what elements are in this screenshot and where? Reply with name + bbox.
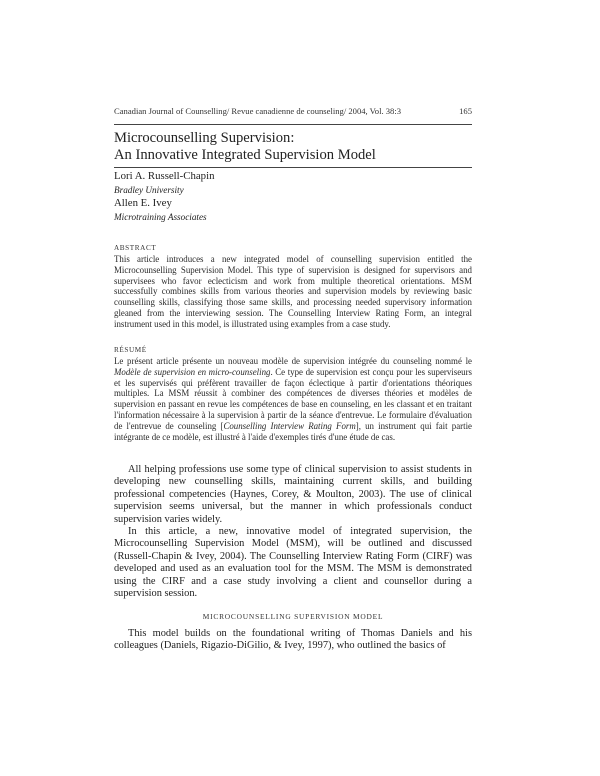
author-name: Lori A. Russell-Chapin xyxy=(114,170,215,182)
author-name: Allen E. Ivey xyxy=(114,197,172,210)
journal-citation: Canadian Journal of Counselling/ Revue canadienne de counseling/ 2004, Vol. 38:3 xyxy=(114,106,402,116)
resume-label: RÉSUMÉ xyxy=(114,346,147,354)
resume-text-part: . Ce type de supervision est conçu pour les superviseurs et les supervisés qui préfèrent travailler de façon éclectique à partir d'orientations théoriques multiples. La MSM réussit à combiner des compétences de diverses théories et modèles de supervision en passant en revue les compétences de base en counseling, en les classant et en traitant l'information nécessaire à la supervision à partir de la séance d'entrevue. Le formulaire d'évaluation de l'entrevue de counseling [ xyxy=(114,366,472,431)
body-paragraph: All helping professions use some type of clinical supervision to assist students in developing new counselling skills, maintaining current skills, and building professional competencies (Haynes, Corey, & Moulton, 2003). The use of clinical supervision seems universal, but the manner in which professionals conduct supervision varies widely. xyxy=(114,464,472,525)
resume-text xyxy=(114,356,472,442)
body-paragraph: In this article, a new, innovative model of integrated supervision, the Microcounselling Supervision Model (MSM), will be outlined and discussed (Russell-Chapin & Ivey, 2004). The Counselling Interview Rating Form (CIRF) was developed and used as an evaluation tool for the MSM. The MSM is demonstrated using the CIRF and a case study involving a client and counsellor during a supervision session. xyxy=(114,526,472,600)
body-text xyxy=(114,464,472,600)
author-block xyxy=(114,170,472,224)
title-line-2: An Innovative Integrated Supervision Model xyxy=(114,147,376,163)
resume-text-part: ], un instrument qui fait partie intégrante de ce modèle, est illustré à l'aide d'exemples tirés d'une étude de cas. xyxy=(114,420,472,442)
body-paragraph: This model builds on the foundational writing of Thomas Daniels and his colleagues (Daniels, Rigazio-DiGilio, & Ivey, 1997), who outlined the basics of xyxy=(114,628,472,652)
section-heading: MICROCOUNSELLING SUPERVISION MODEL xyxy=(202,612,384,621)
article-title xyxy=(114,130,472,164)
body-text-continued xyxy=(114,628,472,653)
abstract-section xyxy=(114,244,472,330)
abstract-text: This article introduces a new integrated model of counselling supervision entitled the Microcounselling Supervision Model. This type of supervision is designed for supervisors and supervisees who favor eclecticism and work from multiple theoretical orientations. MSM successfully combines skills from various theories and supervision models by reviewing basic counselling skills, classifying those same skills, and processing needed supervisory information gleaned from the interviewing session. The Counselling Interview Rating Form, an integral instrument used in this model, is illustrated using examples from a case study. xyxy=(114,254,472,329)
title-line-1: Microcounselling Supervision: xyxy=(114,130,295,146)
abstract-label: ABSTRACT xyxy=(114,244,157,252)
resume-italic-term: Modèle de supervision en micro-counseling xyxy=(114,366,271,377)
resume-italic-term: Counselling Interview Rating Form xyxy=(223,420,356,431)
title-rule-bottom xyxy=(114,167,472,168)
running-head xyxy=(114,106,472,116)
title-rule-top xyxy=(114,124,472,125)
page-number: 165 xyxy=(459,106,472,116)
author-affiliation: Bradley University xyxy=(114,184,184,195)
resume-section xyxy=(114,346,472,442)
resume-text-part: Le présent article présente un nouveau modèle de supervision intégrée du counseling nommé le xyxy=(114,356,472,366)
author-affiliation: Microtraining Associates xyxy=(114,211,207,222)
